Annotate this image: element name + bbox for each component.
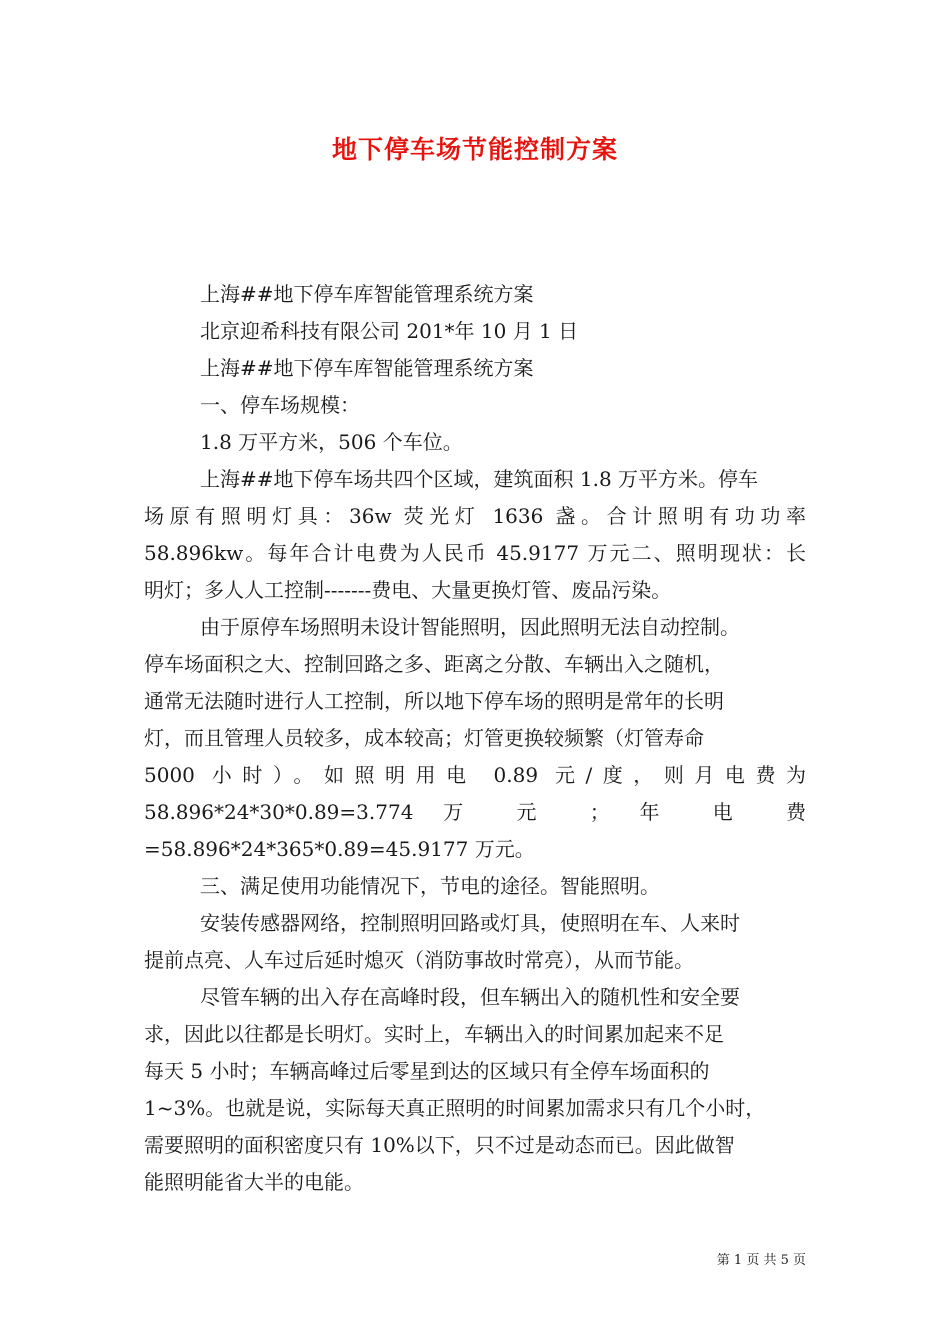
page-title: 地下停车场节能控制方案 bbox=[331, 135, 618, 164]
text-line: 停车场面积之大、控制回路之多、距离之分散、车辆出入之随机， bbox=[144, 652, 724, 676]
text-line: 明灯；多人人工控制-------费电、大量更换灯管、废品污染。 bbox=[144, 578, 672, 602]
text-line: 上海##地下停车场共四个区域，建筑面积 1.8 万平方米。停车 bbox=[200, 467, 759, 491]
text-line: 需要照明的面积密度只有 10%以下，只不过是动态而已。因此做智 bbox=[144, 1133, 735, 1157]
text-line: 每天 5 小时；车辆高峰过后零星到达的区域只有全停车场面积的 bbox=[144, 1059, 710, 1083]
text-line: 灯，而且管理人员较多，成本较高；灯管更换较频繁（灯管寿命 bbox=[144, 726, 704, 750]
text-line: 58.896kw。每年合计电费为人民币 45.9177 万元二、照明现状：长 bbox=[144, 541, 806, 565]
text-line: 北京迎希科技有限公司 201*年 10 月 1 日 bbox=[200, 319, 579, 343]
page-number: 第 1 页 共 5 页 bbox=[716, 1253, 806, 1268]
text-line: 安装传感器网络，控制照明回路或灯具，使照明在车、人来时 bbox=[200, 911, 740, 935]
text-line: 求，因此以往都是长明灯。实时上，车辆出入的时间累加起来不足 bbox=[144, 1022, 724, 1046]
text-line: 5000 小时）。如照明用电 0.89 元/度，则月电费为 bbox=[144, 763, 806, 787]
text-line: 三、满足使用功能情况下，节电的途径。智能照明。 bbox=[200, 874, 660, 898]
text-line: 提前点亮、人车过后延时熄灭（消防事故时常亮），从而节能。 bbox=[144, 948, 694, 972]
text-line: 一、停车场规模： bbox=[200, 393, 360, 417]
text-line: 58.896*24*30*0.89=3.774 万 元 ； 年 电 费 bbox=[144, 800, 806, 824]
text-line: 尽管车辆的出入存在高峰时段，但车辆出入的随机性和安全要 bbox=[200, 985, 740, 1009]
text-line: 场原有照明灯具：36w 荧光灯 1636 盏。合计照明有功功率 bbox=[144, 504, 806, 528]
text-line: 1~3%。也就是说，实际每天真正照明的时间累加需求只有几个小时， bbox=[144, 1096, 766, 1120]
text-line: 通常无法随时进行人工控制，所以地下停车场的照明是常年的长明 bbox=[144, 689, 724, 713]
text-line: 1.8 万平方米，506 个车位。 bbox=[200, 430, 463, 454]
text-line: 由于原停车场照明未设计智能照明，因此照明无法自动控制。 bbox=[200, 615, 740, 639]
document-body bbox=[144, 276, 806, 1201]
text-line: 能照明能省大半的电能。 bbox=[144, 1170, 364, 1194]
text-line: 上海##地下停车库智能管理系统方案 bbox=[200, 356, 534, 380]
text-line: 上海##地下停车库智能管理系统方案 bbox=[200, 282, 534, 306]
text-line: =58.896*24*365*0.89=45.9177 万元。 bbox=[144, 837, 535, 861]
